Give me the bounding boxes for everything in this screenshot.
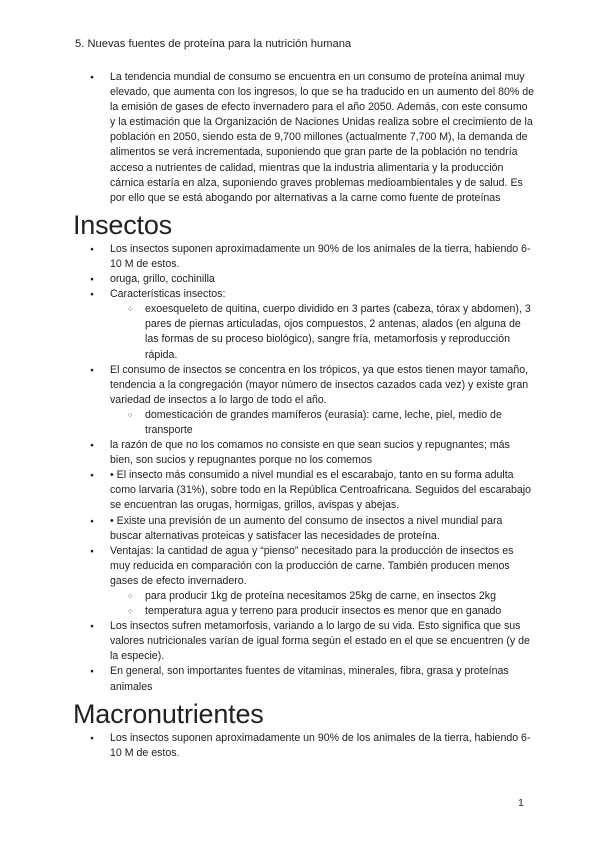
page-number: 1 (518, 797, 524, 809)
insectos-list (75, 242, 535, 695)
sublist-item: ○ exoesqueleto de quitina, cuerpo dividido en 3 partes (cabeza, tórax y abdomen), 3 pares de piernas articuladas, ojos compuestos, 2 antenas, alados (en alguna de las formas de su proceso biológico), sangre fría, metamorfosis y reproducción rápida. (110, 302, 535, 362)
list-item-text: Características insectos: (110, 288, 226, 301)
sublist (110, 408, 535, 438)
list-item: ● oruga, grillo, cochinilla (75, 272, 535, 287)
list-item (75, 544, 535, 619)
list-item: ● Los insectos suponen aproximadamente un 90% de los animales de la tierra, habiendo 6-10 M de estos. (75, 242, 535, 272)
list-item-text: Ventajas: la cantidad de agua y “pienso” necesitado para la producción de insectos es muy reducida en comparación con la producción de carne. También producen menos gases de efecto invernadero. (110, 544, 514, 587)
list-item: ● La tendencia mundial de consumo se encuentra en un consumo de proteína animal muy elevado, que aumenta con los ingresos, lo que se ha traducido en un aumento del 80% de la emisión de gases de efecto invernadero para el año 2050. Además, con este consumo y la estimación que la Organización de Naciones Unidas realiza sobre el crecimiento de la población en 2050, siendo esta de 9,700 millones (actualmente 7,700 M), la demanda de alimentos se verá incrementada, suponiendo que gran parte de la población no tendría acceso a nutrientes de calidad, mientras que la industria alimentaria y la producción cárnica estaría en alza, suponiendo graves problemas medioambientales y de salud. Es por ello que se está abogando por alternativas a la carne como fuente de proteínas (75, 70, 535, 206)
sublist (110, 589, 535, 619)
list-item: ● Los insectos sufren metamorfosis, variando a lo largo de su vida. Esto significa que sus valores nutricionales varían de igual forma según el estado en el que se encuentren (y de la especie). (75, 619, 535, 664)
list-item: ● • El insecto más consumido a nivel mundial es el escarabajo, tanto en su forma adulta como larvaria (31%), sobre todo en la República Centroafricana. Seguidos del escarabajo se encuentran las orugas, hormigas, grillos, avispas y abejas. (75, 468, 535, 513)
list-item: ● Los insectos suponen aproximadamente un 90% de los animales de la tierra, habiendo 6-10 M de estos. (75, 731, 535, 761)
list-item: ● En general, son importantes fuentes de vitaminas, minerales, fibra, grasa y proteínas animales (75, 664, 535, 694)
section-heading-macronutrientes: Macronutrientes (73, 698, 264, 729)
list-item: ● la razón de que no los comamos no consiste en que sean sucios y repugnantes; más bien, son sucios y repugnantes porque no los comemos (75, 438, 535, 468)
page-content (75, 70, 535, 761)
macronutrientes-list (75, 731, 535, 761)
sublist (110, 302, 535, 362)
list-item (75, 287, 535, 362)
list-item (75, 363, 535, 438)
list-item-text: El consumo de insectos se concentra en los trópicos, ya que estos tienen mayor tamaño, tendencia a la congregación (mayor número de insectos cazados cada vez) y existe gran variedad de insectos a lo largo de todo el año. (110, 363, 529, 406)
sublist-item: ○ domesticación de grandes mamíferos (eurasia): carne, leche, piel, medio de transporte (110, 408, 535, 438)
sublist-item: ○ temperatura agua y terreno para producir insectos es menor que en ganado (110, 604, 535, 619)
page-header: 5. Nuevas fuentes de proteína para la nutrición humana (75, 38, 352, 50)
intro-list (75, 70, 535, 206)
section-heading-insectos: Insectos (73, 209, 172, 240)
sublist-item: ○ para producir 1kg de proteína necesitamos 25kg de carne, en insectos 2kg (110, 589, 535, 604)
list-item: ● • Existe una previsión de un aumento del consumo de insectos a nivel mundial para buscar alternativas proteicas y satisfacer las necesidades de proteína. (75, 514, 535, 544)
